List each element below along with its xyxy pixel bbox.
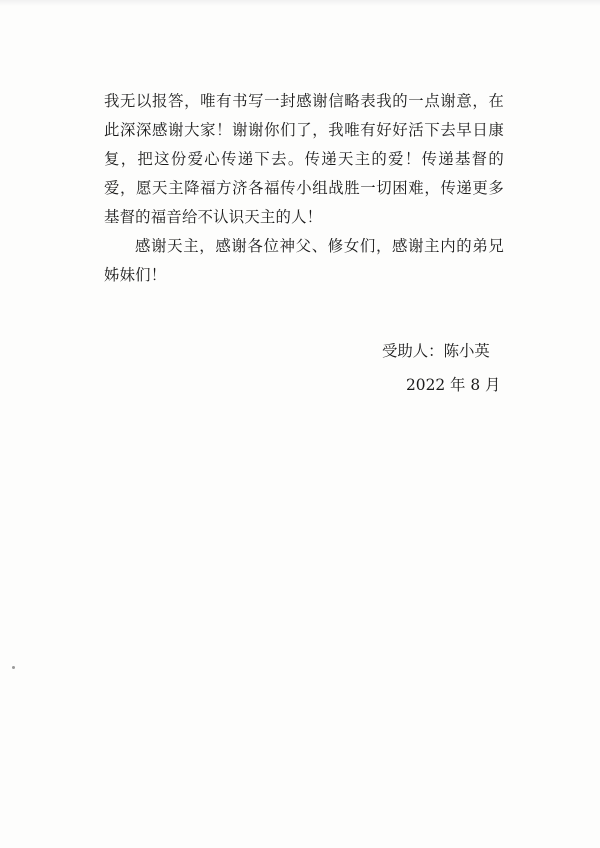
letter-signature-block bbox=[0, 339, 600, 409]
signature-name: 受助人：陈小英 bbox=[382, 342, 490, 360]
scan-speck bbox=[12, 666, 15, 669]
letter-body bbox=[104, 87, 504, 290]
scan-top-shadow bbox=[0, 0, 600, 6]
letter-paragraph-gratitude: 感谢天主，感谢各位神父、修女们，感谢主内的弟兄姊妹们！ bbox=[104, 237, 504, 284]
signature-date: 2022 年 8 月 bbox=[406, 376, 501, 394]
letter-paragraph-thanks: 我无以报答，唯有书写一封感谢信略表我的一点谢意，在此深深感谢大家！谢谢你们了，我唯有好好活下去早日康复，把这份爱心传递下去。传递天主的爱！传递基督的爱，愿天主降福方济各福传小组战胜一切困难，传递更多基督的福音给不认识天主的人！ bbox=[104, 92, 504, 226]
